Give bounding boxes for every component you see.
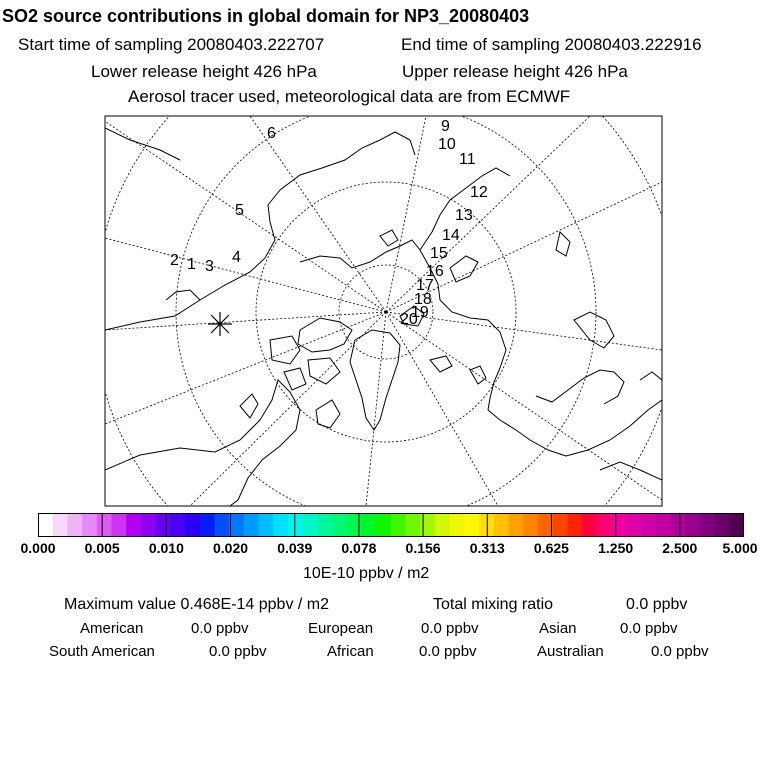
color-scale-cell <box>317 513 332 537</box>
color-scale-tick-label: 0.313 <box>469 540 505 556</box>
color-scale-cell <box>553 513 568 537</box>
color-scale-cell <box>112 513 127 537</box>
trajectory-label-6: 6 <box>267 125 276 142</box>
color-scale-cell <box>685 513 700 537</box>
trajectory-label-20: 20 <box>400 311 418 328</box>
region-australian-name: Australian <box>537 643 604 660</box>
color-scale-cell <box>656 513 671 537</box>
color-scale-cell <box>215 513 230 537</box>
lower-release-label: Lower release height 426 hPa <box>91 62 317 81</box>
color-scale-cell <box>568 513 583 537</box>
region-asian-value: 0.0 ppbv <box>620 620 678 637</box>
region-south-american-name: South American <box>49 643 155 660</box>
color-scale-cell <box>582 513 597 537</box>
region-asian-name: Asian <box>539 620 577 637</box>
color-scale-cell <box>126 513 141 537</box>
color-scale-cell <box>229 513 244 537</box>
region-american-name: American <box>80 620 144 637</box>
color-scale-tick-label: 0.000 <box>20 540 56 556</box>
color-scale-tick-label: 5.000 <box>722 540 758 556</box>
color-scale-cell <box>38 513 53 537</box>
color-scale-cell <box>641 513 656 537</box>
color-scale-cell <box>406 513 421 537</box>
color-scale-tick-label: 1.250 <box>598 540 634 556</box>
color-scale-units: 10E-10 ppbv / m2 <box>303 565 430 582</box>
trajectory-label-14: 14 <box>442 227 460 244</box>
color-scale-tick-label: 0.156 <box>405 540 441 556</box>
trajectory-label-2: 2 <box>170 252 179 269</box>
color-scale-cell <box>715 513 730 537</box>
region-african-name: African <box>327 643 374 660</box>
color-scale-cell <box>259 513 274 537</box>
region-american-value: 0.0 ppbv <box>191 620 249 637</box>
start-time-label: Start time of sampling 20080403.222707 <box>18 35 325 54</box>
color-scale-cell <box>170 513 185 537</box>
maximum-value-label: Maximum value 0.468E-14 ppbv / m2 <box>64 596 330 613</box>
color-scale-tick-label: 0.039 <box>277 540 313 556</box>
trajectory-label-13: 13 <box>455 207 473 224</box>
color-scale-cell <box>376 513 391 537</box>
color-scale-tick-label: 0.010 <box>148 540 184 556</box>
color-scale-bar <box>38 513 744 537</box>
color-scale-cell <box>509 513 524 537</box>
color-scale-cell <box>391 513 406 537</box>
color-scale-tick-label: 2.500 <box>662 540 698 556</box>
color-scale-tick-label: 0.005 <box>84 540 120 556</box>
region-european-name: European <box>308 620 374 637</box>
trajectory-label-19: 19 <box>411 304 429 321</box>
color-scale-cell <box>450 513 465 537</box>
trajectory-label-15: 15 <box>430 245 448 262</box>
coastlines <box>105 128 662 506</box>
color-scale-cell <box>185 513 200 537</box>
map-frame <box>105 116 662 506</box>
trajectory-label-1: 1 <box>187 256 196 273</box>
color-scale-cell <box>626 513 641 537</box>
color-scale-cell <box>465 513 480 537</box>
color-scale-cell <box>729 513 744 537</box>
region-european-value: 0.0 ppbv <box>421 620 479 637</box>
region-australian-value: 0.0 ppbv <box>651 643 709 660</box>
color-scale-cell <box>494 513 509 537</box>
end-time-label: End time of sampling 20080403.222916 <box>401 35 702 54</box>
color-scale-tick-label: 0.625 <box>533 540 569 556</box>
trajectory-label-10: 10 <box>438 136 456 153</box>
trajectory-label-5: 5 <box>235 202 244 219</box>
color-scale-cell <box>435 513 450 537</box>
color-scale-cell <box>612 513 627 537</box>
color-scale-cell <box>670 513 685 537</box>
color-scale-cell <box>523 513 538 537</box>
color-scale-cell <box>244 513 259 537</box>
color-scale-tick-label: 0.078 <box>341 540 377 556</box>
color-scale-cell <box>303 513 318 537</box>
map-title: SO2 source contributions in global domain for NP3_20080403 <box>2 6 530 26</box>
color-scale-cell <box>273 513 288 537</box>
trajectory-label-12: 12 <box>470 184 488 201</box>
color-scale-cell <box>288 513 303 537</box>
color-scale-cell <box>53 513 68 537</box>
color-scale-cell <box>700 513 715 537</box>
trajectory-label-16: 16 <box>426 263 444 280</box>
color-scale-cell <box>141 513 156 537</box>
trajectory-label-4: 4 <box>232 249 241 266</box>
color-scale-cell <box>597 513 612 537</box>
color-scale-cell <box>156 513 171 537</box>
aerosol-label: Aerosol tracer used, meteorological data are from ECMWF <box>128 87 571 106</box>
trajectory-label-11: 11 <box>459 151 476 168</box>
color-scale-cell <box>200 513 215 537</box>
trajectory-label-17: 17 <box>416 277 434 294</box>
region-african-value: 0.0 ppbv <box>419 643 477 660</box>
color-scale-cell <box>332 513 347 537</box>
upper-release-label: Upper release height 426 hPa <box>402 62 628 81</box>
total-mixing-ratio-value: 0.0 ppbv <box>626 596 688 613</box>
color-scale-cell <box>97 513 112 537</box>
color-scale-cell <box>67 513 82 537</box>
color-scale-cell <box>82 513 97 537</box>
region-south-american-value: 0.0 ppbv <box>209 643 267 660</box>
total-mixing-ratio-label: Total mixing ratio <box>433 596 554 613</box>
trajectory-label-9: 9 <box>441 118 450 135</box>
color-scale-tick-label: 0.020 <box>213 540 249 556</box>
color-scale-cell <box>347 513 362 537</box>
trajectory-label-18: 18 <box>414 291 432 308</box>
color-scale-cell <box>362 513 377 537</box>
star-marker <box>208 312 232 336</box>
trajectory-label-3: 3 <box>205 258 214 275</box>
